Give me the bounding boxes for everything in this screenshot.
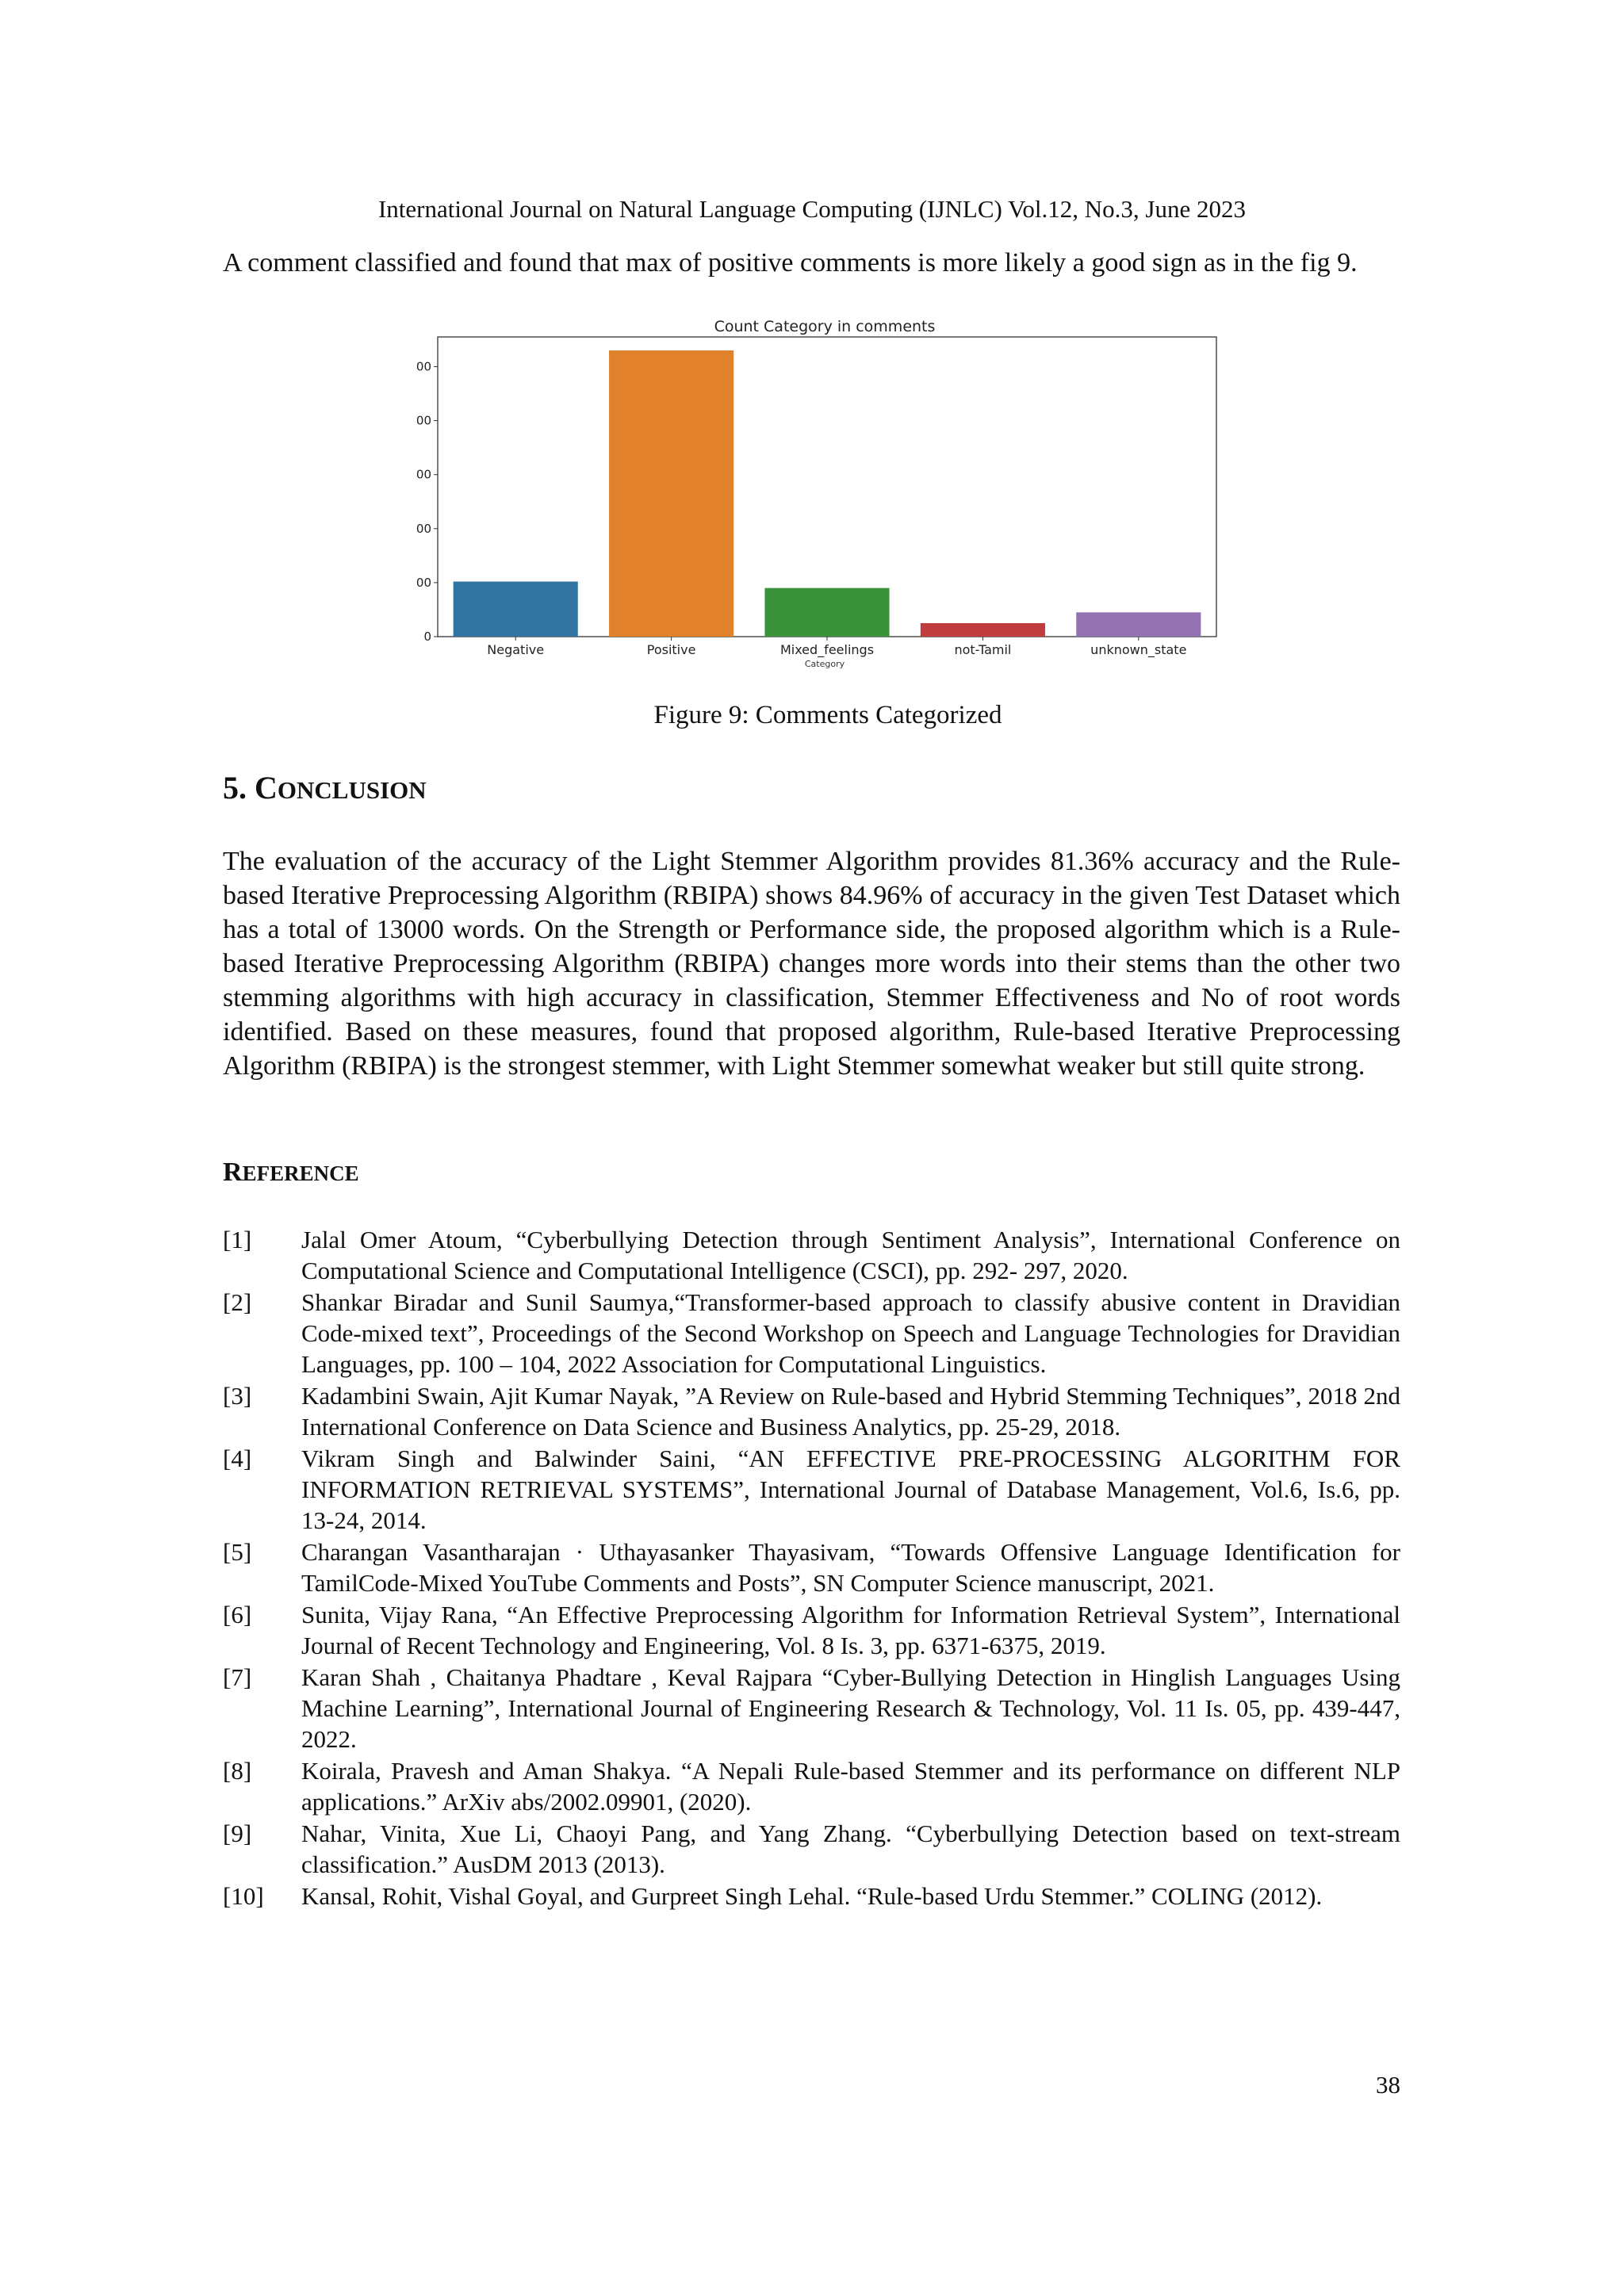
y-tick-label: 00 [416, 575, 431, 590]
reference-number: [7] [223, 1663, 252, 1691]
reference-number: [8] [223, 1757, 252, 1785]
reference-item [223, 1224, 1400, 1286]
reference-number: [9] [223, 1820, 252, 1847]
reference-number: [10] [223, 1882, 264, 1910]
x-axis-label: Category [804, 659, 845, 669]
reference-text: Vikram Singh and Balwinder Saini, “AN EFFECTIVE PRE-PROCESSING ALGORITHM FOR INFORMATION RETRIEVAL SYSTEMS”, International Journal of Database Management, Vol.6, Is.6, pp. 13-24, 2014. [301, 1445, 1400, 1534]
y-tick-label: 0 [423, 629, 431, 644]
x-tick-label: not-Tamil [954, 642, 1012, 657]
reference-item [223, 1287, 1400, 1380]
y-tick-label: 00 [416, 521, 431, 536]
reference-text: Karan Shah , Chaitanya Phadtare , Keval Rajpara “Cyber-Bullying Detection in Hinglish Languages Using Machine Learning”, International Journal of Engineering Research & Technology, Vol. 11 Is. 05, pp. 439-447, 2022. [301, 1663, 1400, 1753]
conclusion-paragraph: The evaluation of the accuracy of the Light Stemmer Algorithm provides 81.36% accuracy and the Rule-based Iterative Preprocessing Algorithm (RBIPA) shows 84.96% of accuracy in the given Test Dataset which has a total of 13000 words. On the Strength or Performance side, the proposed algorithm which is a Rule-based Iterative Preprocessing Algorithm (RBIPA) changes more words into their stems than the other two stemming algorithms with high accuracy in classification, Stemmer Effectiveness and No of root words identified. Based on these measures, found that proposed algorithm, Rule-based Iterative Preprocessing Algorithm (RBIPA) is the strongest stemmer, with Light Stemmer somewhat weaker but still quite strong. [223, 847, 1400, 1081]
reference-text: Charangan Vasantharajan · Uthayasanker Thayasivam, “Towards Offensive Language Identification for TamilCode-Mixed YouTube Comments and Posts”, SN Computer Science manuscript, 2021. [301, 1538, 1400, 1597]
bar-mixed-feelings [764, 588, 889, 637]
x-tick-label: unknown_state [1090, 642, 1187, 657]
reference-number: [6] [223, 1601, 252, 1628]
bar-not-tamil [921, 623, 1045, 637]
y-tick-label: 00 [416, 413, 431, 428]
reference-item [223, 1662, 1400, 1755]
reference-item [223, 1536, 1400, 1598]
reference-number: [3] [223, 1382, 252, 1410]
x-tick-label: Positive [646, 642, 696, 657]
bar-chart [416, 313, 1213, 670]
reference-number: [4] [223, 1445, 252, 1472]
reference-text: Koirala, Pravesh and Aman Shakya. “A Nepali Rule-based Stemmer and its performance on different NLP applications.” ArXiv abs/2002.09901, (2020). [301, 1757, 1400, 1816]
reference-text: Jalal Omer Atoum, “Cyberbullying Detection through Sentiment Analysis”, International Conference on Computational Science and Computational Intelligence (CSCI), pp. 292- 297, 2020. [301, 1226, 1400, 1284]
reference-text: Nahar, Vinita, Xue Li, Chaoyi Pang, and Yang Zhang. “Cyberbullying Detection based on text-stream classification.” AusDM 2013 (2013). [301, 1820, 1400, 1878]
intro-paragraph: A comment classified and found that max of positive comments is more likely a good sign as in the fig 9. [223, 248, 1358, 277]
reference-item [223, 1755, 1400, 1817]
section-heading-conclusion: 5. CONCLUSION [223, 770, 427, 806]
bar-unknown-state [1076, 612, 1201, 637]
figure-9-chart [416, 313, 1213, 670]
reference-item [223, 1380, 1400, 1442]
reference-text: Kadambini Swain, Ajit Kumar Nayak, ”A Review on Rule-based and Hybrid Stemming Techniques”, 2018 2nd International Conference on Data Science and Business Analytics, pp. 25-29, 2018. [301, 1382, 1400, 1441]
reference-text: Shankar Biradar and Sunil Saumya,“Transformer-based approach to classify abusive content in Dravidian Code-mixed text”, Proceedings of the Second Workshop on Speech and Language Technologies for Dravidian Languages, pp. 100 – 104, 2022 Association for Computational Linguistics. [301, 1288, 1400, 1378]
x-tick-label: Negative [487, 642, 545, 657]
x-tick-label: Mixed_feelings [779, 642, 875, 657]
reference-text: Sunita, Vijay Rana, “An Effective Preprocessing Algorithm for Information Retrieval System”, International Journal of Recent Technology and Engineering, Vol. 8 Is. 3, pp. 6371-6375, 2019. [301, 1601, 1400, 1659]
figure-caption: Figure 9: Comments Categorized [653, 701, 1002, 729]
reference-item [223, 1818, 1400, 1880]
references-heading: REFERENCE [223, 1158, 359, 1187]
reference-item [223, 1443, 1400, 1536]
reference-number: [5] [223, 1538, 252, 1566]
running-header: International Journal on Natural Language Computing (IJNLC) Vol.12, No.3, June 2023 [377, 195, 1246, 223]
bar-positive [609, 350, 733, 637]
reference-item [223, 1881, 1400, 1911]
page-number: 38 [1376, 2071, 1400, 2099]
y-tick-label: 00 [416, 359, 431, 374]
y-tick-label: 00 [416, 467, 431, 482]
reference-number: [1] [223, 1226, 252, 1253]
reference-number: [2] [223, 1288, 252, 1316]
bar-negative [454, 582, 578, 637]
reference-list [223, 1224, 1400, 1912]
chart-title: Count Category in comments [714, 318, 936, 335]
reference-text: Kansal, Rohit, Vishal Goyal, and Gurpreet Singh Lehal. “Rule-based Urdu Stemmer.” COLING (2012). [301, 1882, 1323, 1910]
reference-item [223, 1599, 1400, 1661]
